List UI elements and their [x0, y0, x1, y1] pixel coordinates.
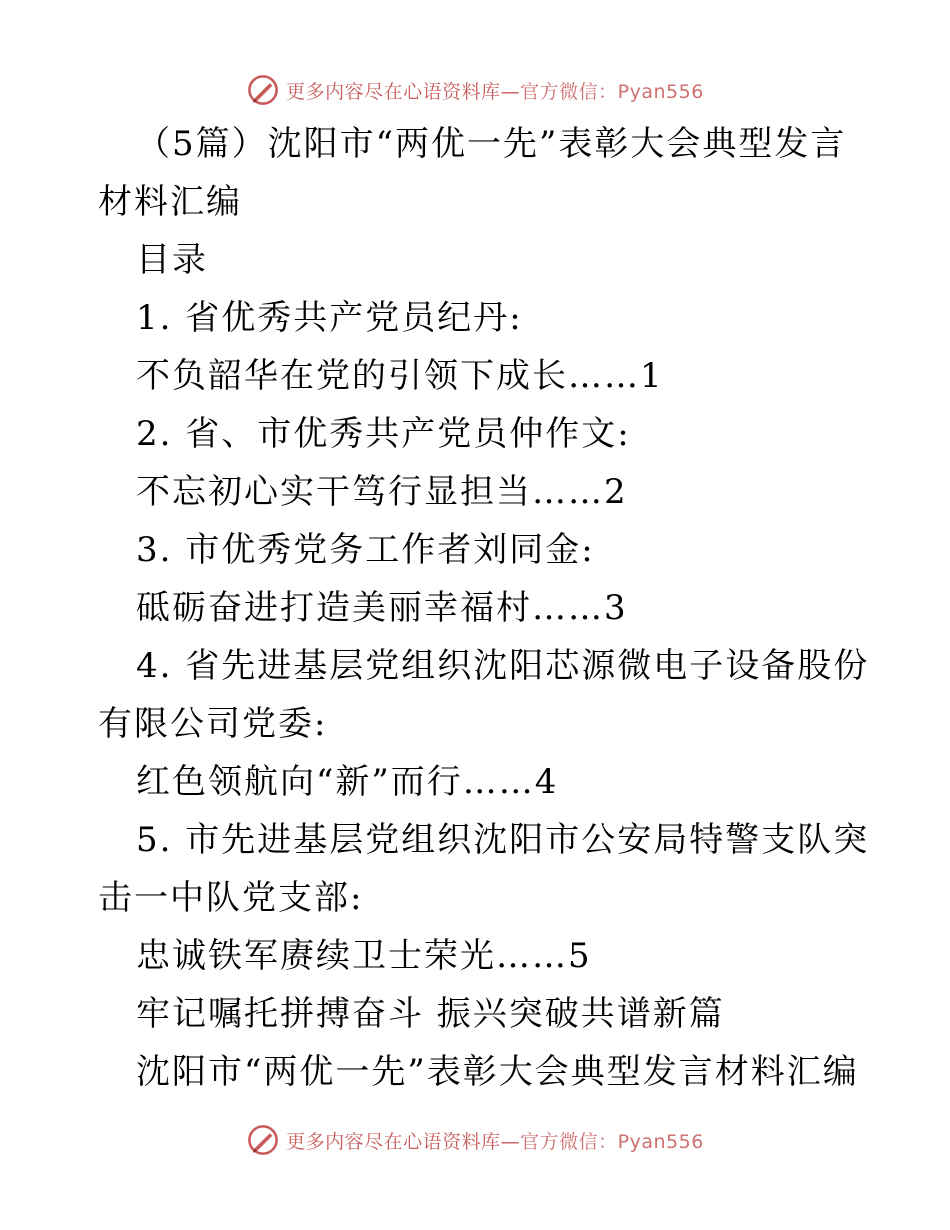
footer-banner-text: 更多内容尽在心语资料库—官方微信：Pyan556	[286, 1130, 704, 1153]
footer-banner	[0, 1120, 950, 1160]
toc-item-4-label-line-2: 有限公司党委:	[98, 704, 328, 744]
toc-item-2-label: 2. 省、市优秀共产党员仲作文:	[136, 414, 631, 454]
toc-item-5-label-line-2: 击一中队党支部:	[98, 878, 364, 918]
pen-logo-icon	[246, 1123, 280, 1157]
toc-item-3-subtitle: 砥砺奋进打造美丽幸福村……3	[136, 588, 628, 628]
toc-item-4-subtitle: 红色领航向“新”而行……4	[136, 762, 559, 802]
closing-line-1: 牢记嘱托拼搏奋斗 振兴突破共谱新篇	[136, 994, 725, 1034]
header-banner-text: 更多内容尽在心语资料库—官方微信：Pyan556	[286, 80, 704, 103]
toc-item-1-subtitle: 不负韶华在党的引领下成长……1	[136, 356, 664, 396]
document-title-line-2: 材料汇编	[98, 182, 242, 222]
toc-item-4-label-line-1: 4. 省先进基层党组织沈阳芯源微电子设备股份	[136, 646, 870, 686]
document-body	[98, 115, 870, 1101]
toc-item-2-subtitle: 不忘初心实干笃行显担当……2	[136, 472, 628, 512]
toc-item-5-label-line-1: 5. 市先进基层党组织沈阳市公安局特警支队突	[136, 820, 870, 860]
document-title-line-1: （5篇）沈阳市“两优一先”表彰大会典型发言	[136, 124, 847, 164]
toc-heading: 目录	[136, 240, 208, 280]
toc-item-1-label: 1. 省优秀共产党员纪丹:	[136, 298, 523, 338]
toc-item-3-label: 3. 市优秀党务工作者刘同金:	[136, 530, 595, 570]
toc-item-5-subtitle: 忠诚铁军赓续卫士荣光……5	[136, 936, 592, 976]
pen-logo-icon	[246, 73, 280, 107]
closing-line-2: 沈阳市“两优一先”表彰大会典型发言材料汇编	[136, 1052, 859, 1092]
header-banner	[0, 70, 950, 110]
